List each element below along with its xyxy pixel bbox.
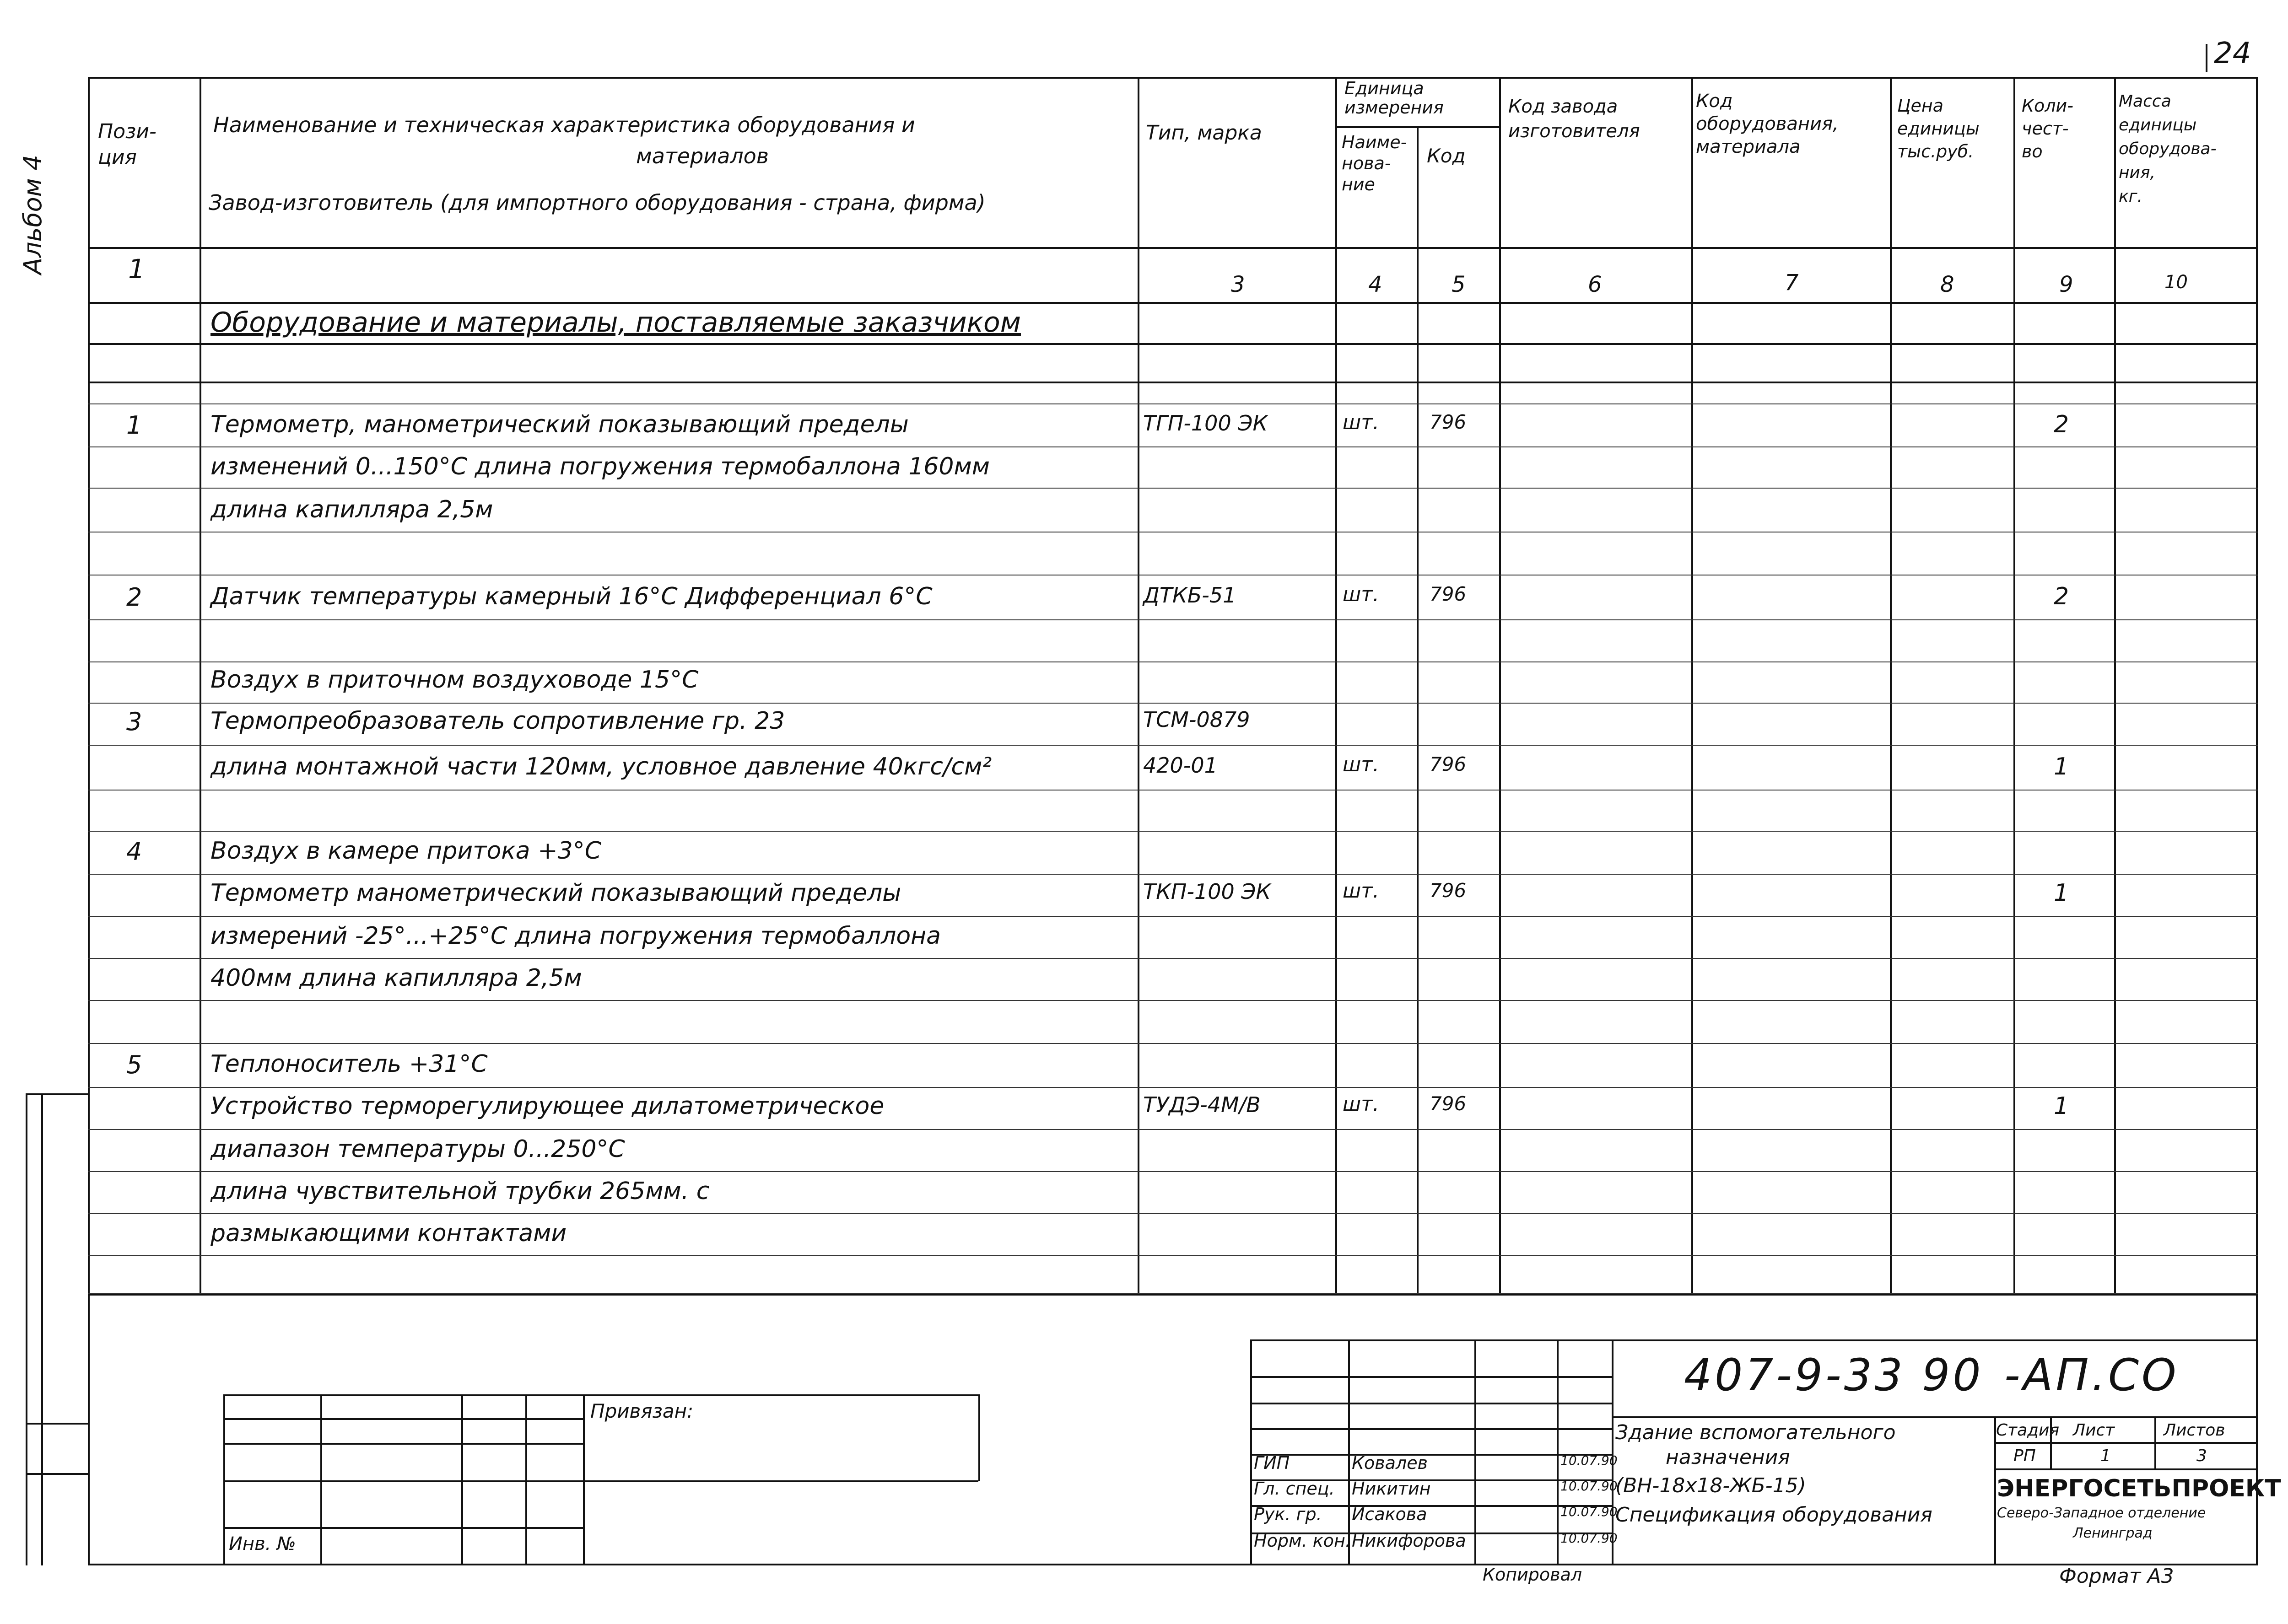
colnum-7: 7 xyxy=(1785,270,1799,296)
colnum-3: 3 xyxy=(1231,272,1245,297)
colnum-4: 4 xyxy=(1368,272,1382,297)
row-unit: шт. xyxy=(1343,1092,1379,1116)
header-unit-name: Наиме- нова- ние xyxy=(1342,132,1407,194)
row-rule xyxy=(88,1255,2258,1256)
row-rule xyxy=(88,488,2258,489)
row-rule xyxy=(88,916,2258,917)
frame-top xyxy=(88,77,2258,79)
section-title: Оборудование и материалы, поставляемые заказчиком xyxy=(210,307,1021,339)
stage-label: Стадия xyxy=(1996,1421,2060,1440)
row-code: 796 xyxy=(1430,583,1467,605)
colnum-10: 10 xyxy=(2164,272,2188,293)
colnum-9: 9 xyxy=(2059,272,2073,297)
colnum-5: 5 xyxy=(1452,272,1466,297)
header-price: Цена единицы тыс.руб. xyxy=(1897,96,1980,161)
colnum-8: 8 xyxy=(1940,272,1954,297)
header-mass: Масса единицы оборудова- ния, кг. xyxy=(2119,92,2217,206)
header-equipment-code: Код оборудования, материала xyxy=(1696,91,1839,157)
row-name: длина чувствительной трубки 265мм. с xyxy=(210,1178,710,1205)
row-type: ТКП-100 ЭК xyxy=(1143,879,1271,904)
row-type: 420-01 xyxy=(1143,753,1218,778)
signer-date: 10.07.90 xyxy=(1560,1504,1618,1519)
document-code: 407-9-33 90 xyxy=(1684,1350,1984,1401)
row-unit: шт. xyxy=(1343,583,1379,606)
sheet-value: 1 xyxy=(2100,1447,2111,1465)
row-name: длина монтажной части 120мм, условное давление 40кгс/см² xyxy=(210,753,992,780)
row-name: Теплоноситель +31°С xyxy=(210,1050,488,1078)
row-rule xyxy=(88,446,2258,447)
row-rule xyxy=(88,703,2258,704)
row-rule xyxy=(88,1293,2258,1294)
document-suffix: -АП.СО xyxy=(2004,1350,2179,1401)
frame-right xyxy=(2256,77,2258,1565)
row-code: 796 xyxy=(1430,411,1467,433)
row-name: размыкающими контактами xyxy=(210,1220,567,1247)
row-name: Термометр, манометрический показывающий пределы xyxy=(210,411,909,438)
format-label: Формат А3 xyxy=(2059,1565,2174,1588)
row-rule xyxy=(88,1171,2258,1172)
project-name-3: (ВН-18х18-ЖБ-15) xyxy=(1615,1474,1806,1497)
row-name: Термопреобразователь сопротивление гр. 23 xyxy=(210,707,785,735)
signer-role: ГИП xyxy=(1254,1453,1290,1473)
row-unit: шт. xyxy=(1343,879,1379,903)
row-rule xyxy=(88,745,2258,746)
header-name-line2: материалов xyxy=(636,144,769,168)
frame-left xyxy=(88,77,90,1565)
row-pos: 2 xyxy=(126,583,142,612)
row-name: Термометр манометрический показывающий пределы xyxy=(210,879,901,907)
album-label: Альбом 4 xyxy=(18,155,47,274)
row-code: 796 xyxy=(1430,879,1467,902)
signer-date: 10.07.90 xyxy=(1560,1479,1618,1494)
inventory-number-label: Инв. № xyxy=(229,1533,296,1554)
organization-name: ЭНЕРГОСЕТЬПРОЕКТ xyxy=(1997,1475,2281,1502)
sheet-page-number: 24 xyxy=(2214,37,2251,70)
row-qty: 1 xyxy=(2054,753,2069,780)
privyazan-label: Привязан: xyxy=(590,1400,694,1422)
row-name: Воздух в приточном воздуховоде 15°С xyxy=(210,666,699,694)
row-type: ТГП-100 ЭК xyxy=(1143,411,1268,436)
header-name-line1: Наименование и техническая характеристика оборудования и xyxy=(213,113,915,137)
row-unit: шт. xyxy=(1343,753,1379,776)
colnum-6: 6 xyxy=(1588,272,1602,297)
row-rule xyxy=(88,1000,2258,1001)
header-name-line3: Завод-изготовитель (для импортного оборудования - страна, фирма) xyxy=(209,190,986,215)
row-type: ДТКБ-51 xyxy=(1143,583,1236,608)
project-name-2: назначения xyxy=(1666,1446,1790,1469)
organization-branch: Северо-Западное отделение xyxy=(1997,1505,2206,1521)
signer-name: Ковалев xyxy=(1352,1453,1428,1473)
row-rule xyxy=(88,403,2258,404)
header-type: Тип, марка xyxy=(1146,121,1262,145)
signer-date: 10.07.90 xyxy=(1560,1531,1618,1546)
signer-name: Никифорова xyxy=(1352,1531,1466,1551)
signer-name: Исакова xyxy=(1352,1504,1427,1524)
stage-value: РП xyxy=(2013,1447,2036,1465)
signer-name: Никитин xyxy=(1352,1479,1431,1499)
row-name: изменений 0...150°С длина погружения термобаллона 160мм xyxy=(210,453,990,480)
sheets-label: Листов xyxy=(2164,1421,2225,1440)
row-pos: 5 xyxy=(126,1050,142,1079)
row-name: Устройство терморегулирующее дилатометрическое xyxy=(210,1092,885,1120)
row-pos: 3 xyxy=(126,707,142,736)
row-qty: 2 xyxy=(2054,411,2069,438)
row-rule xyxy=(88,874,2258,875)
row-rule xyxy=(88,958,2258,959)
header-quantity: Коли- чест- во xyxy=(2022,96,2073,161)
row-type: ТУДЭ-4М/В xyxy=(1143,1092,1261,1117)
row-name: 400мм длина капилляра 2,5м xyxy=(210,964,582,992)
colnum-1: 1 xyxy=(128,253,145,285)
header-unit-code: Код xyxy=(1427,145,1466,167)
row-name: измерений -25°...+25°С длина погружения термобаллона xyxy=(210,922,941,950)
sheets-value: 3 xyxy=(2196,1447,2207,1465)
project-name-1: Здание вспомогательного xyxy=(1615,1421,1896,1444)
sheet-label: Лист xyxy=(2073,1421,2115,1440)
signer-date: 10.07.90 xyxy=(1560,1453,1618,1468)
row-rule xyxy=(88,619,2258,620)
header-position: Пози- ция xyxy=(98,120,156,169)
row-pos: 1 xyxy=(126,411,142,440)
row-qty: 2 xyxy=(2054,583,2069,610)
row-rule xyxy=(88,831,2258,832)
signer-role: Рук. гр. xyxy=(1254,1504,1322,1524)
signer-role: Норм. кон. xyxy=(1254,1531,1351,1551)
row-unit: шт. xyxy=(1343,411,1379,434)
row-type: ТСМ-0879 xyxy=(1143,707,1250,732)
organization-city: Ленинград xyxy=(2073,1525,2153,1541)
row-name: Воздух в камере притока +3°С xyxy=(210,837,602,865)
copied-label: Копировал xyxy=(1483,1565,1582,1585)
row-pos: 4 xyxy=(126,837,142,866)
row-code: 796 xyxy=(1430,753,1467,775)
signer-role: Гл. спец. xyxy=(1254,1479,1335,1499)
row-name: Датчик температуры камерный 16°С Дифференциал 6°С xyxy=(210,583,933,610)
row-code: 796 xyxy=(1430,1092,1467,1115)
row-rule xyxy=(88,1129,2258,1130)
header-maker-code: Код завода изготовителя xyxy=(1508,96,1640,142)
row-qty: 1 xyxy=(2054,1092,2069,1120)
row-rule xyxy=(88,661,2258,662)
row-qty: 1 xyxy=(2054,879,2069,907)
row-rule xyxy=(88,1087,2258,1088)
row-name: диапазон температуры 0...250°С xyxy=(210,1135,625,1163)
row-rule xyxy=(88,1213,2258,1214)
frame-bottom xyxy=(88,1564,2258,1565)
row-name: длина капилляра 2,5м xyxy=(210,496,493,523)
row-rule xyxy=(88,1043,2258,1044)
header-unit: Единица измерения xyxy=(1344,78,1444,118)
sheet-title: Спецификация оборудования xyxy=(1615,1503,1932,1527)
